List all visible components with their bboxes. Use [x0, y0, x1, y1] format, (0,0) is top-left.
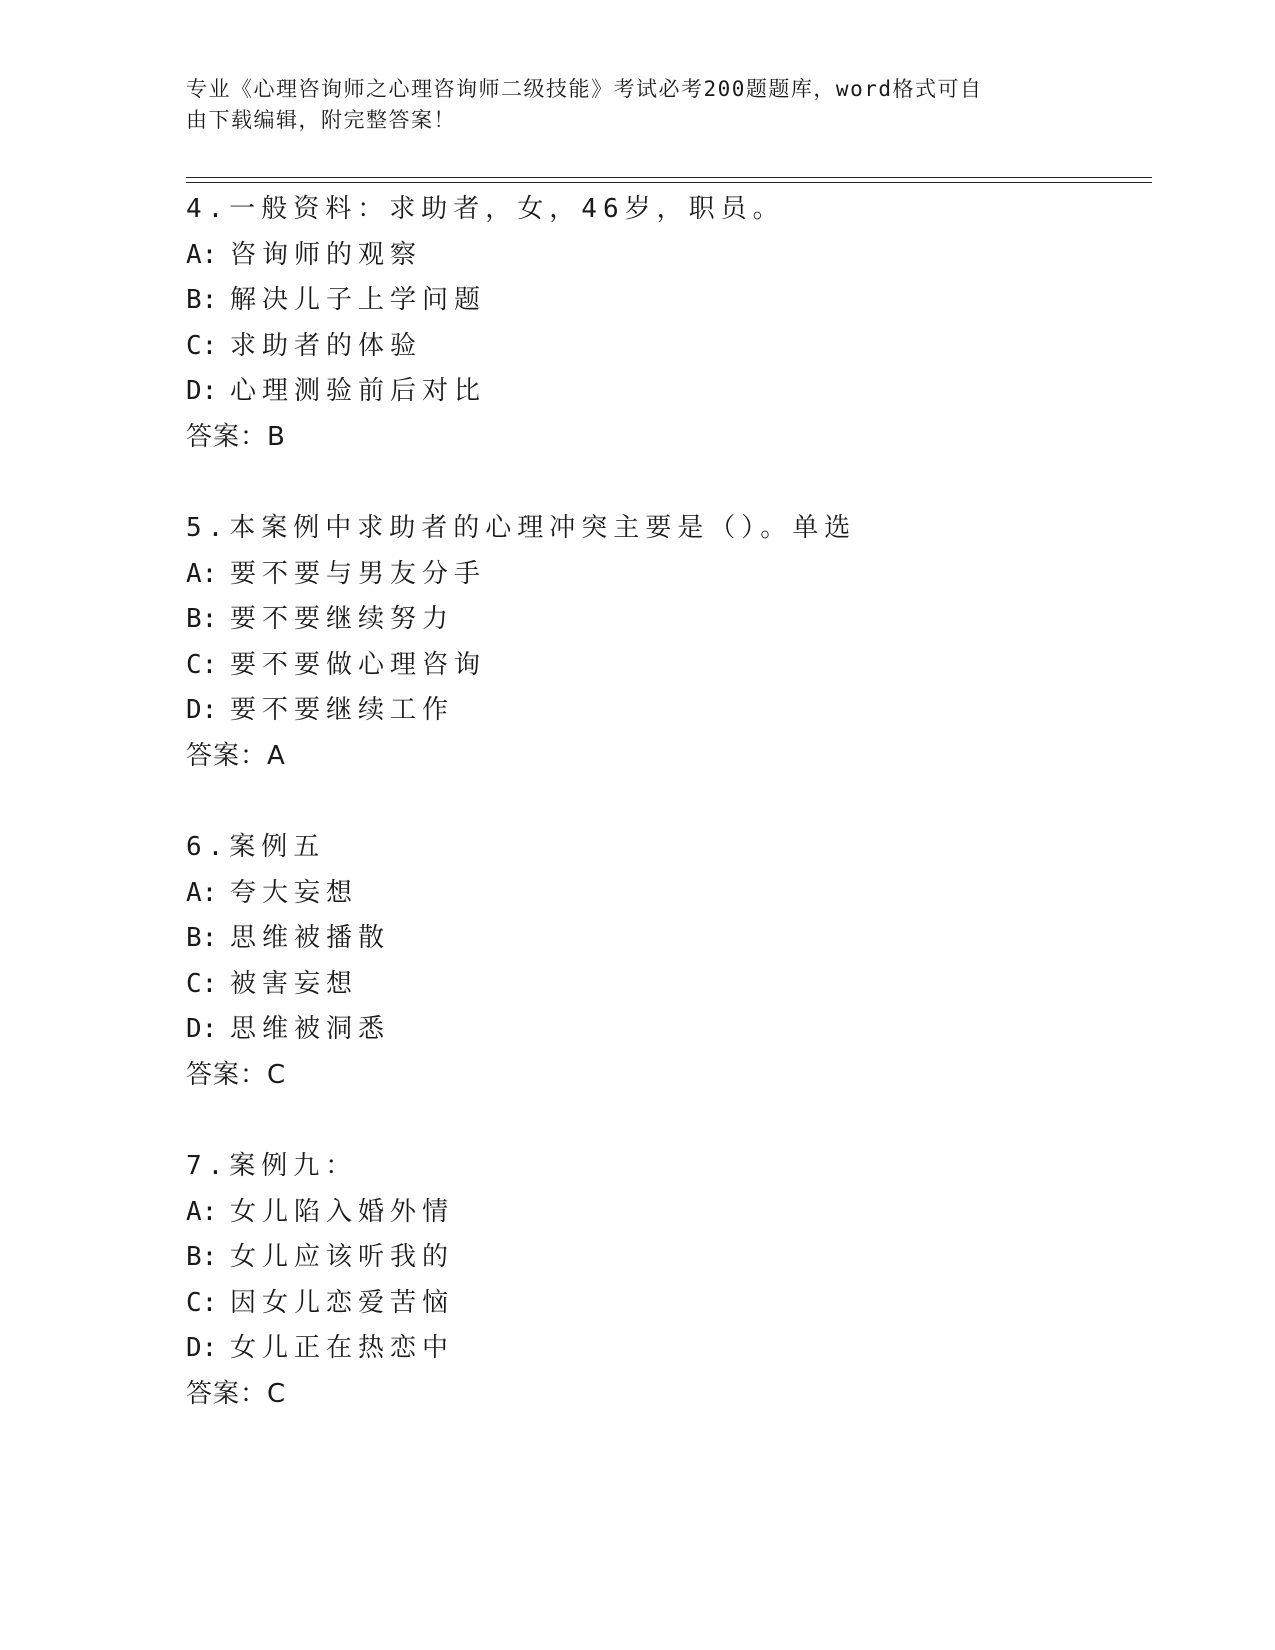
option-text: 求助者的体验	[230, 330, 423, 361]
option-c	[186, 962, 1146, 1008]
question-title: 5.本案例中求助者的心理冲突主要是（）。单选	[186, 513, 857, 543]
document-header	[186, 74, 1066, 136]
option-key: A:	[186, 877, 218, 908]
option-text: 被害妄想	[230, 968, 359, 999]
option-c	[186, 324, 1146, 370]
answer-line: 答案：B	[186, 421, 286, 452]
option-key: B:	[186, 285, 218, 316]
option-a	[186, 552, 1146, 598]
option-text: 解决儿子上学问题	[230, 285, 487, 316]
header-divider-bottom	[186, 182, 1152, 183]
question-block-6	[186, 825, 1146, 1099]
question-block-7	[186, 1144, 1146, 1418]
option-d	[186, 1007, 1146, 1053]
option-text: 思维被洞悉	[230, 1014, 391, 1045]
option-b	[186, 1235, 1146, 1281]
option-key: B:	[186, 604, 218, 635]
option-d	[186, 688, 1146, 734]
option-key: B:	[186, 1242, 218, 1273]
answer-line: 答案：A	[186, 740, 286, 771]
header-line-1: 专业《心理咨询师之心理咨询师二级技能》考试必考200题题库，word格式可自	[186, 77, 983, 101]
answer-line: 答案：C	[186, 1059, 287, 1090]
option-text: 夸大妄想	[230, 877, 359, 908]
option-text: 女儿正在热恋中	[230, 1333, 455, 1364]
option-key: D:	[186, 376, 218, 407]
option-key: A:	[186, 1196, 218, 1227]
option-text: 女儿陷入婚外情	[230, 1196, 455, 1227]
option-text: 女儿应该听我的	[230, 1242, 455, 1273]
question-block-4	[186, 187, 1146, 461]
option-text: 要不要继续工作	[230, 695, 455, 726]
option-d	[186, 1326, 1146, 1372]
option-key: C:	[186, 968, 218, 999]
answer-line: 答案：C	[186, 1378, 287, 1409]
header-divider-top	[186, 177, 1152, 178]
question-title: 4.一般资料：求助者，女，46岁，职员。	[186, 194, 785, 224]
option-key: C:	[186, 649, 218, 680]
option-c	[186, 1281, 1146, 1327]
option-key: D:	[186, 1333, 218, 1364]
option-key: A:	[186, 239, 218, 270]
option-text: 要不要与男友分手	[230, 558, 487, 589]
option-b	[186, 916, 1146, 962]
option-text: 咨询师的观察	[230, 239, 423, 270]
option-key: C:	[186, 1287, 218, 1318]
option-text: 因女儿恋爱苦恼	[230, 1287, 455, 1318]
option-a	[186, 233, 1146, 279]
option-text: 要不要继续努力	[230, 604, 455, 635]
option-c	[186, 643, 1146, 689]
option-key: B:	[186, 923, 218, 954]
option-b	[186, 597, 1146, 643]
option-key: C:	[186, 330, 218, 361]
option-key: D:	[186, 695, 218, 726]
option-key: D:	[186, 1014, 218, 1045]
option-a	[186, 1190, 1146, 1236]
header-line-2: 由下载编辑，附完整答案！	[186, 108, 456, 132]
option-b	[186, 278, 1146, 324]
option-text: 心理测验前后对比	[230, 376, 487, 407]
question-title: 6.案例五	[186, 832, 326, 862]
option-text: 要不要做心理咨询	[230, 649, 487, 680]
question-block-5	[186, 506, 1146, 780]
option-text: 思维被播散	[230, 923, 391, 954]
option-a	[186, 871, 1146, 917]
question-title: 7.案例九：	[186, 1151, 358, 1181]
option-d	[186, 369, 1146, 415]
option-key: A:	[186, 558, 218, 589]
